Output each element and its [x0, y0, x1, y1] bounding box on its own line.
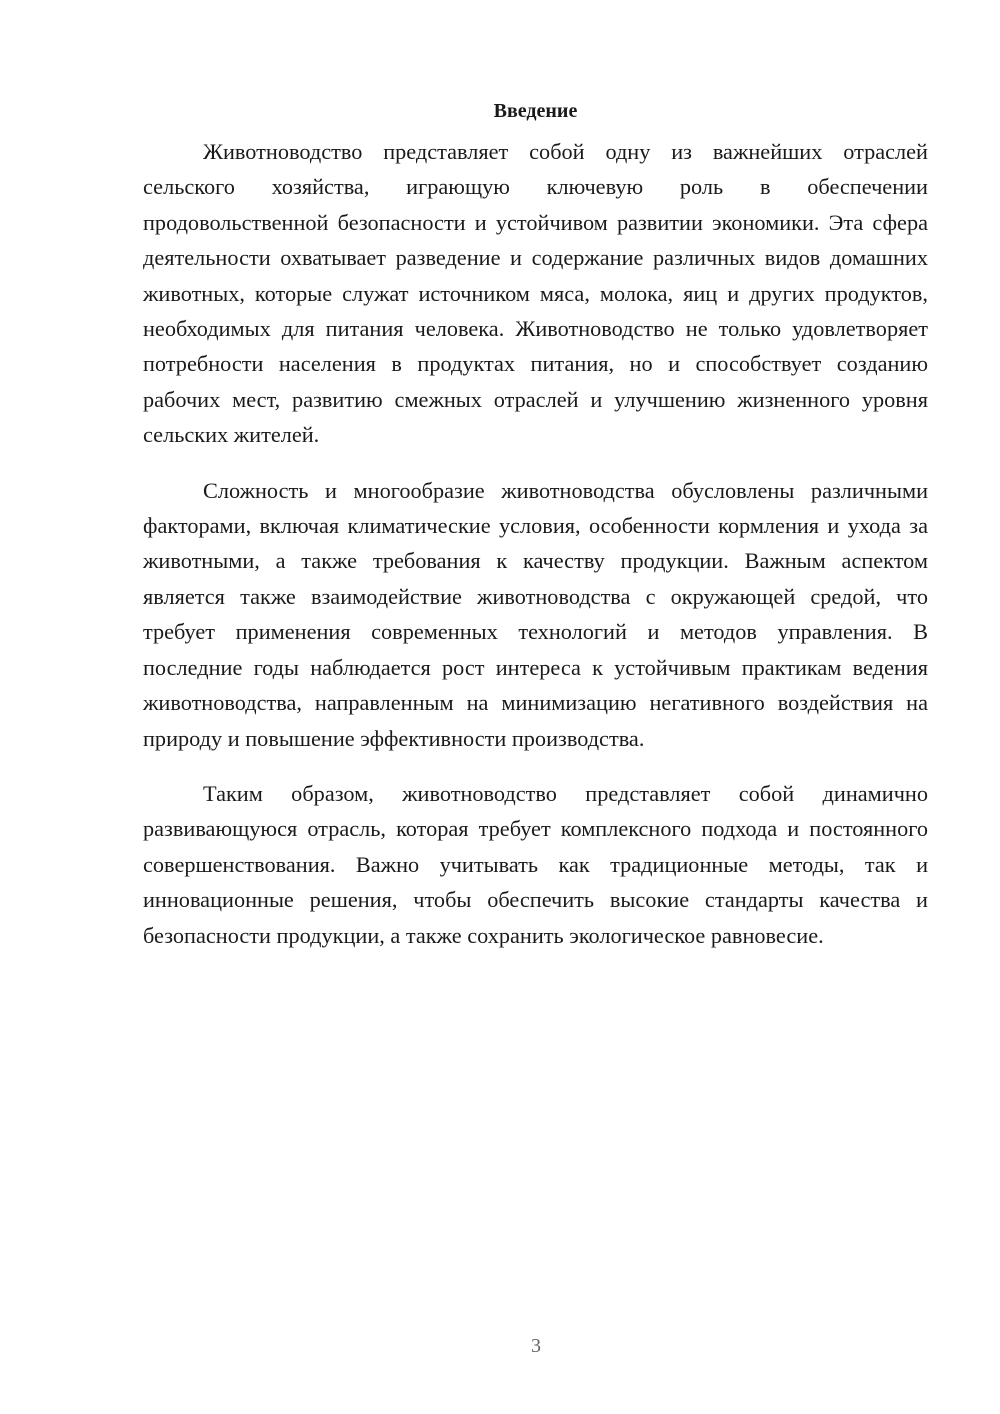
page-number: 3: [531, 1335, 541, 1357]
section-title: Введение: [493, 100, 578, 122]
paragraph-1: Животноводство представляет собой одну из важнейших отраслей сельского хозяйства, играющую ключевую роль в обеспечении продовольственной безопасности и устойчивом развитии экономики. Эта сфера деятельности охватывает разведение и содержание различных видов домашних животных, которые служат источником мяса, молока, яиц и других продуктов, необходимых для питания человека. Животноводство не только удовлетворяет потребности населения в продуктах питания, но и способствует созданию рабочих мест, развитию смежных отраслей и улучшению жизненного уровня сельских жителей.: [143, 139, 928, 448]
paragraph-3: Таким образом, животноводство представляет собой динамично развивающуюся отрасль, которая требует комплексного подхода и постоянного совершенствования. Важно учитывать как традиционные методы, так и инновационные решения, чтобы обеспечить высокие стандарты качества и безопасности продукции, а также сохранить экологическое равновесие.: [143, 780, 928, 948]
document-body: [143, 96, 928, 973]
paragraph-2: Сложность и многообразие животноводства обусловлены различными факторами, включая климатические условия, особенности кормления и ухода за животными, а также требования к качеству продукции. Важным аспектом является также взаимодействие животноводства с окружающей средой, что требует применения современных технологий и методов управления. В последние годы наблюдается рост интереса к устойчивым практикам ведения животноводства, направленным на минимизацию негативного воздействия на природу и повышение эффективности производства.: [143, 477, 928, 751]
